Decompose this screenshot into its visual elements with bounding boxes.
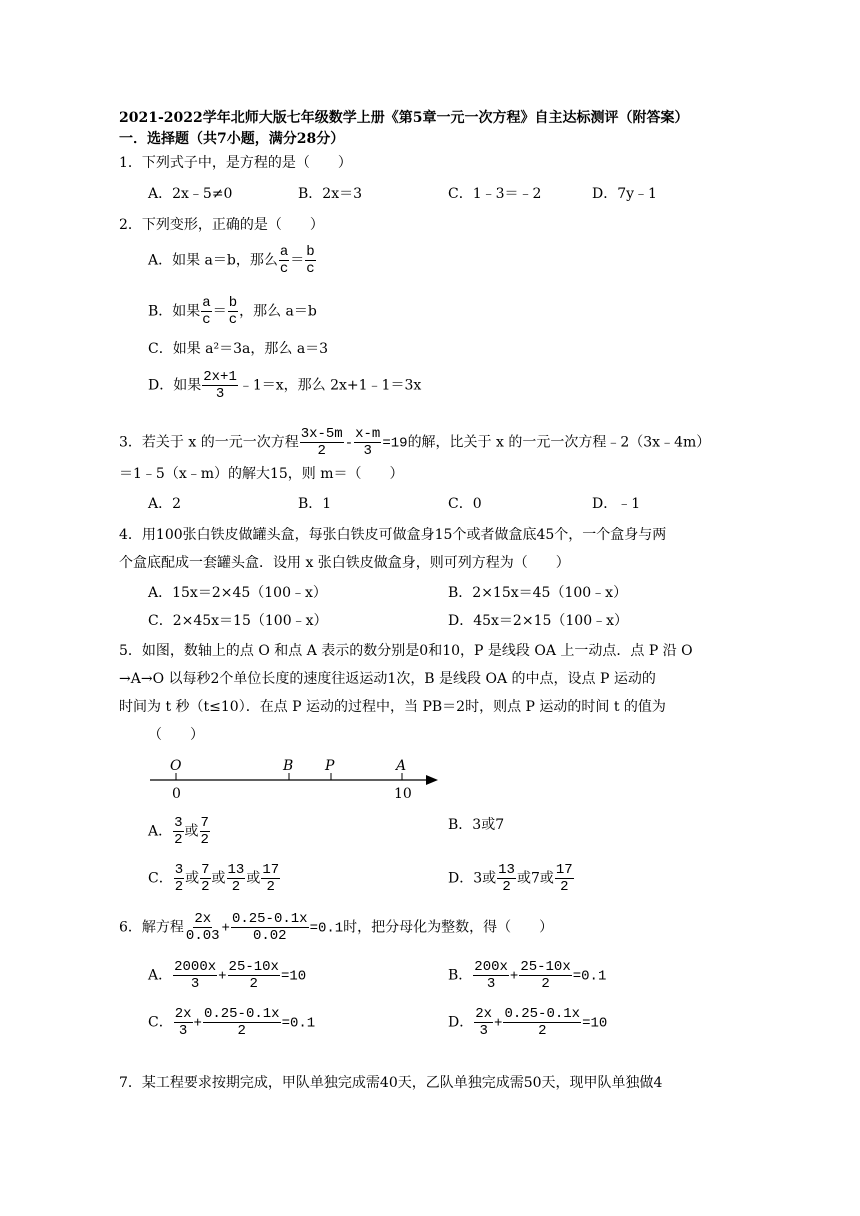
q1-option-a: A．2x﹣5≠0 [148,186,233,202]
q5-stem-line1: 5．如图，数轴上的点 O 和点 A 表示的数分别是0和10，P 是线段 OA 上一动点．点 P 沿 O [119,643,693,659]
label-zero: 0 [172,786,181,802]
q5-stem-line2: →A→O 以每秒2个单位长度的速度往返运动1次，B 是线段 OA 的中点，设点 P 运动的 [119,671,656,687]
q2-option-a: A．如果 a＝b，那么 $\frac{a}{c}$ ＝ $\frac{b}{c}$ [148,244,315,277]
q6-stem: 6．解方程 $\frac{2x}{0.03}$ + $\frac{0.25-0.1x}{0.02}$ =0.1时，把分母化为整数，得（ ） [119,911,554,944]
q4-stem-line2: 个盒底配成一套罐头盒．设用 x 张白铁皮做盒身，则可列方程为（ ） [119,555,570,571]
q3-option-c: C．0 [448,496,482,512]
q1-option-d: D．7y﹣1 [592,186,657,202]
label-p: P [325,758,335,774]
label-o: O [170,758,182,774]
q2-option-b: B．如果 $\frac{a}{c}$ ＝ $\frac{b}{c}$ ，那么 a＝b [148,295,317,328]
q6-option-b: B． $\frac{200x}{3}$ + $\frac{25-10x}{2}$ =0.1 [448,959,607,992]
q7-stem-line1: 7．某工程要求按期完成，甲队单独完成需40天，乙队单独完成需50天，现甲队单独做4 [119,1075,663,1091]
q5-stem-line4: （ ） [148,727,204,743]
q1-option-c: C．1﹣3＝﹣2 [448,186,542,202]
q4-option-d: D．45x＝2×15（100﹣x） [448,613,629,629]
q3-option-a: A．2 [148,496,182,512]
section-heading: 一．选择题（共7小题，满分28分） [119,131,345,147]
q5-option-b: B．3或7 [448,817,505,833]
q6-option-a: A． $\frac{2000x}{3}$ + $\frac{25-10x}{2}$ =10 [148,959,307,992]
q3-stem-line1: 3．若关于 x 的一元一次方程 $\frac{3x-5m}{2}$ - $\frac{x-m}{3}$ =19的解，比关于 x 的一元一次方程﹣2（3x﹣4m） [119,426,711,459]
q2-option-d: D．如果 $\frac{2x+1}{3}$ ﹣1＝x，那么 2x+1﹣1＝3x [148,369,422,402]
q6-option-c: C． $\frac{2x}{3}$ + $\frac{0.25-0.1x}{2}$ =0.1 [148,1006,316,1039]
q4-option-a: A．15x＝2×45（100﹣x） [148,585,327,601]
q6-option-d: D． $\frac{2x}{3}$ + $\frac{0.25-0.1x}{2}$ =10 [448,1006,608,1039]
q1-stem: 1．下列式子中，是方程的是（ ） [119,155,352,171]
axis-arrow-icon [426,775,438,785]
q4-stem-line1: 4．用100张白铁皮做罐头盒，每张白铁皮可做盒身15个或者做盒底45个，一个盒身与两 [119,527,667,543]
q3-option-b: B．1 [298,496,332,512]
label-ten: 10 [394,786,412,802]
q4-option-b: B．2×15x＝45（100﹣x） [448,585,628,601]
q5-stem-line3: 时间为 t 秒（t≤10）．在点 P 运动的过程中，当 PB＝2时，则点 P 运动的时间 t 的值为 [119,699,666,715]
q5-option-d: D．3或 $\frac{13}{2}$ 或7或 $\frac{17}{2}$ [448,862,573,895]
q1-option-b: B．2x＝3 [298,186,362,202]
number-line-figure [148,756,438,804]
q4-option-c: C．2×45x＝15（100﹣x） [148,613,328,629]
page-title: 2021-2022学年北师大版七年级数学上册《第5章一元一次方程》自主达标测评（附答案） [119,110,689,126]
q3-option-d: D．﹣1 [592,496,641,512]
q5-option-a: A． $\frac{3}{2}$ 或 $\frac{7}{2}$ [148,815,209,848]
q2-stem: 2．下列变形，正确的是（ ） [119,217,324,233]
label-b: B [283,758,294,774]
label-a: A [396,758,407,774]
q2-option-c: C．如果 a²＝3a，那么 a＝3 [148,341,329,357]
q5-option-c: C． $\frac{3}{2}$ 或 $\frac{7}{2}$ 或 $\frac{13}{2}$ 或 $\frac{17}{2}$ [148,862,280,895]
q3-stem-line2: ＝1﹣5（x﹣m）的解大15，则 m＝（ ） [119,466,404,482]
